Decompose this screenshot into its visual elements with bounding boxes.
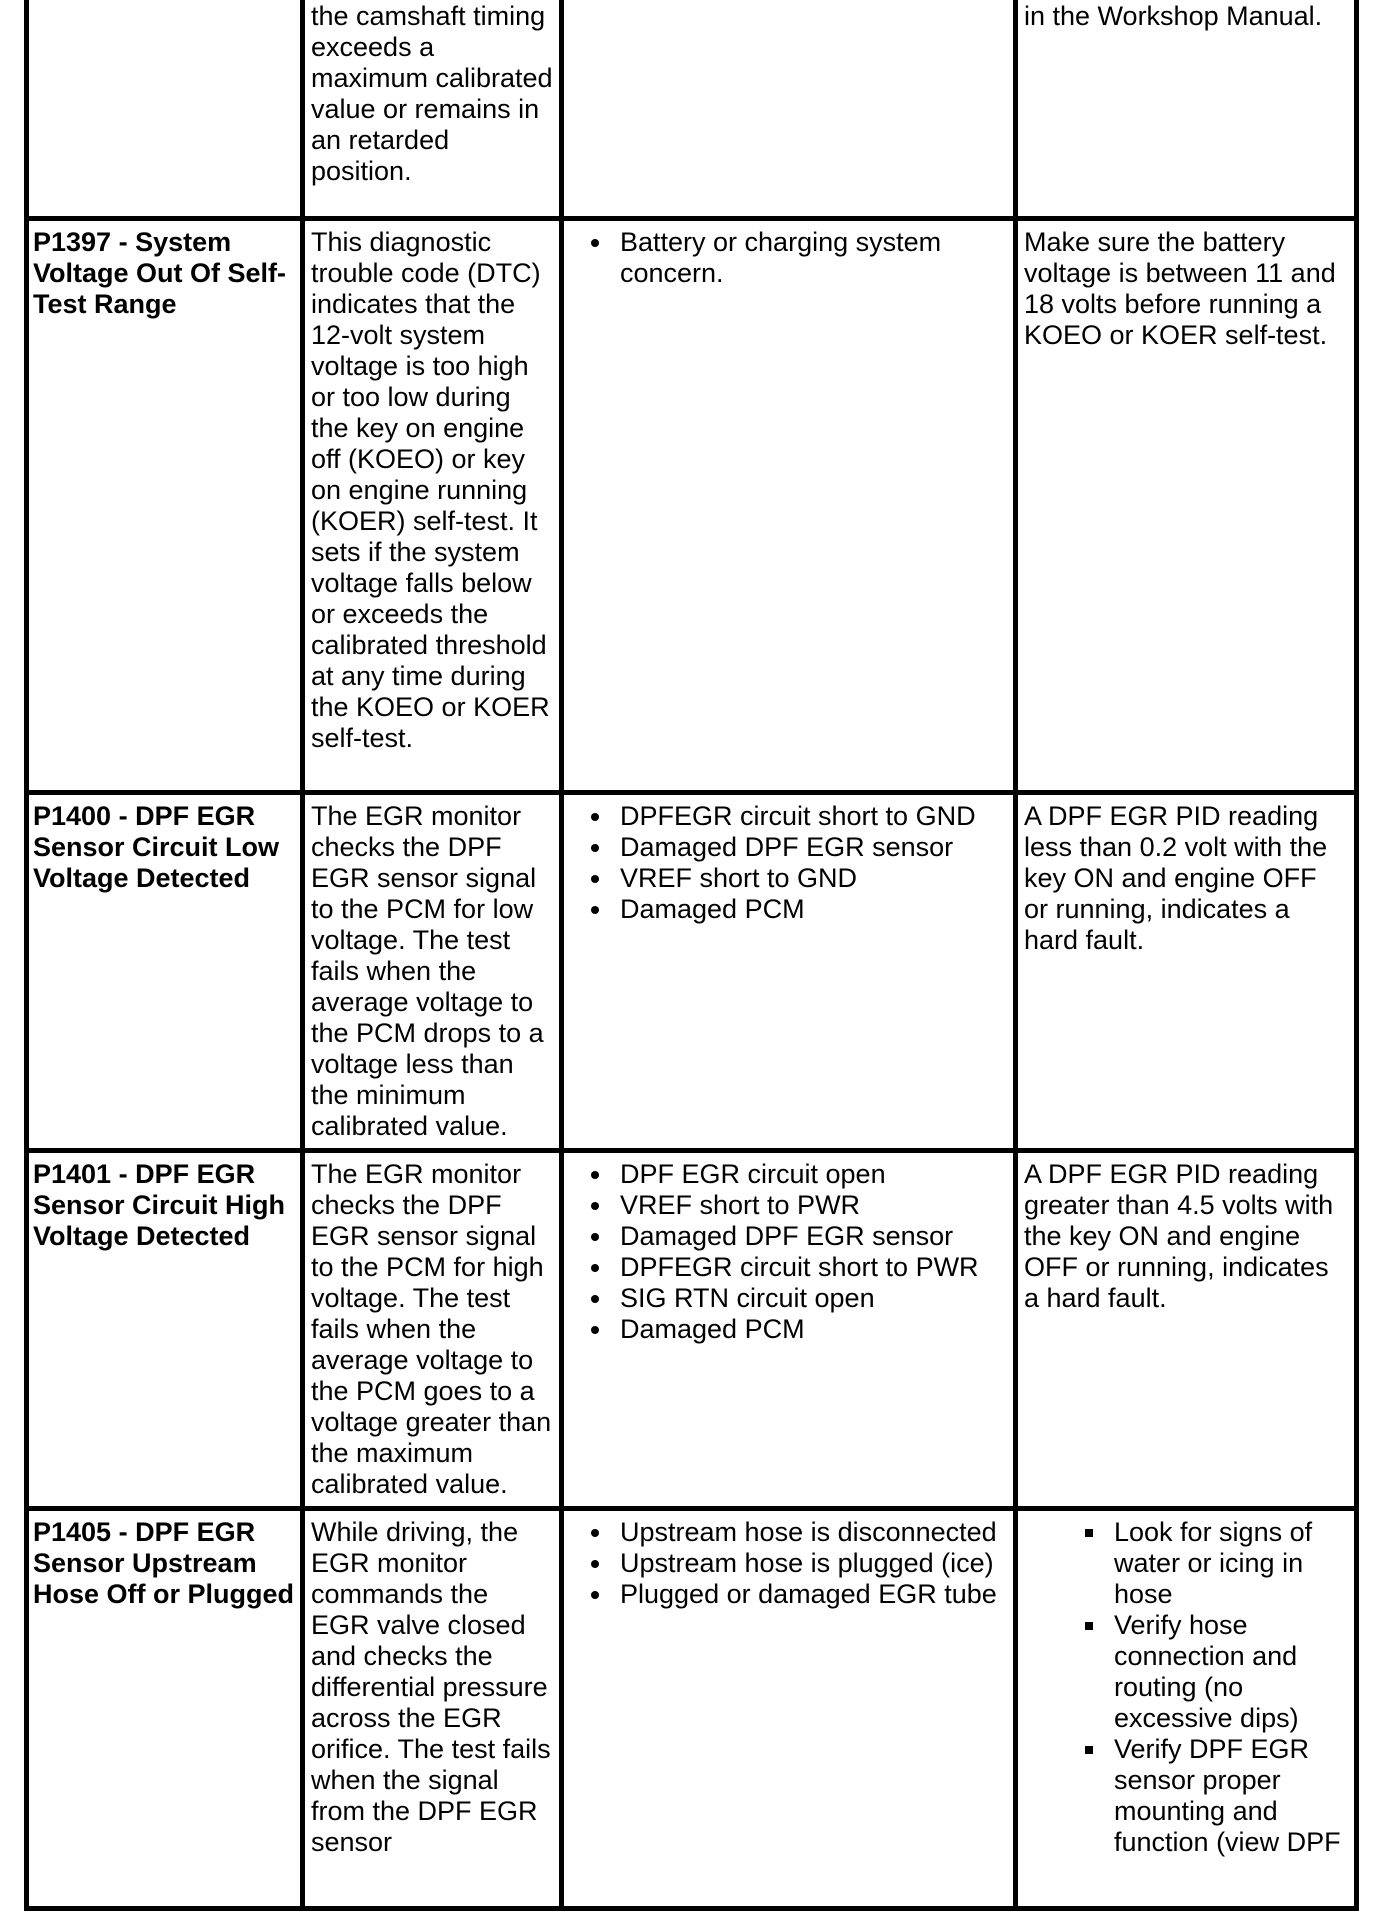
causes-cell [562,1509,1016,1909]
list-item: • Upstream hose is disconnected [614,1517,1007,1548]
causes-list [570,1159,1007,1345]
causes-cell [562,1151,1016,1509]
list-item: ▪ Verify DPF EGR sensor proper mounting and function (view DPF [1108,1734,1348,1858]
causes-list [570,1517,1007,1610]
actions-cell [1016,1509,1357,1909]
actions-cell: Make sure the battery voltage is between 11 and 18 volts before running a KOEO or KOER self-test. [1016,219,1357,793]
list-item: ▪ Verify hose connection and routing (no excessive dips) [1108,1610,1348,1734]
table-row [27,219,1357,793]
causes-cell [562,0,1016,219]
actions-cell: A DPF EGR PID reading greater than 4.5 volts with the key ON and engine OFF or running, indicates a hard fault. [1016,1151,1357,1509]
list-item: • Damaged DPF EGR sensor [614,832,1007,863]
dtc-code-cell: P1400 - DPF EGR Sensor Circuit Low Voltage Detected [27,793,303,1151]
description-cell: the camshaft timing exceeds a maximum calibrated value or remains in an retarded position. [303,0,562,219]
table-row [27,0,1357,219]
dtc-code-cell: P1397 - System Voltage Out Of Self-Test Range [27,219,303,793]
dtc-table [24,0,1359,1911]
list-item: • DPF EGR circuit open [614,1159,1007,1190]
list-item: • VREF short to GND [614,863,1007,894]
list-item: • DPFEGR circuit short to GND [614,801,1007,832]
list-item: • Damaged PCM [614,1314,1007,1345]
table-row [27,1151,1357,1509]
list-item: ▪ Look for signs of water or icing in hose [1108,1517,1348,1610]
dtc-code-cell [27,0,303,219]
list-item: • SIG RTN circuit open [614,1283,1007,1314]
actions-list [1024,1517,1348,1858]
actions-cell: A DPF EGR PID reading less than 0.2 volt with the key ON and engine OFF or running, indicates a hard fault. [1016,793,1357,1151]
list-item: • Damaged DPF EGR sensor [614,1221,1007,1252]
list-item: • Battery or charging system concern. [614,227,1007,289]
list-item: • Upstream hose is plugged (ice) [614,1548,1007,1579]
description-cell: The EGR monitor checks the DPF EGR sensor signal to the PCM for high voltage. The test fails when the average voltage to the PCM goes to a voltage greater than the maximum calibrated value. [303,1151,562,1509]
list-item: • Damaged PCM [614,894,1007,925]
causes-cell [562,793,1016,1151]
list-item: • Plugged or damaged EGR tube [614,1579,1007,1610]
description-cell: This diagnostic trouble code (DTC) indicates that the 12-volt system voltage is too high or too low during the key on engine off (KOEO) or key on engine running (KOER) self-test. It sets if the system voltage falls below or exceeds the calibrated threshold at any time during the KOEO or KOER self-test. [303,219,562,793]
table-row [27,793,1357,1151]
description-cell: While driving, the EGR monitor commands the EGR valve closed and checks the differential pressure across the EGR orifice. The test fails when the signal from the DPF EGR sensor [303,1509,562,1909]
causes-list [570,227,1007,289]
dtc-table-body [27,0,1357,1909]
description-cell: The EGR monitor checks the DPF EGR sensor signal to the PCM for low voltage. The test fails when the average voltage to the PCM drops to a voltage less than the minimum calibrated value. [303,793,562,1151]
list-item: • DPFEGR circuit short to PWR [614,1252,1007,1283]
table-row [27,1509,1357,1909]
dtc-code-cell: P1405 - DPF EGR Sensor Upstream Hose Off or Plugged [27,1509,303,1909]
causes-list [570,801,1007,925]
actions-cell: in the Workshop Manual. [1016,0,1357,219]
causes-cell [562,219,1016,793]
dtc-code-cell: P1401 - DPF EGR Sensor Circuit High Voltage Detected [27,1151,303,1509]
list-item: • VREF short to PWR [614,1190,1007,1221]
